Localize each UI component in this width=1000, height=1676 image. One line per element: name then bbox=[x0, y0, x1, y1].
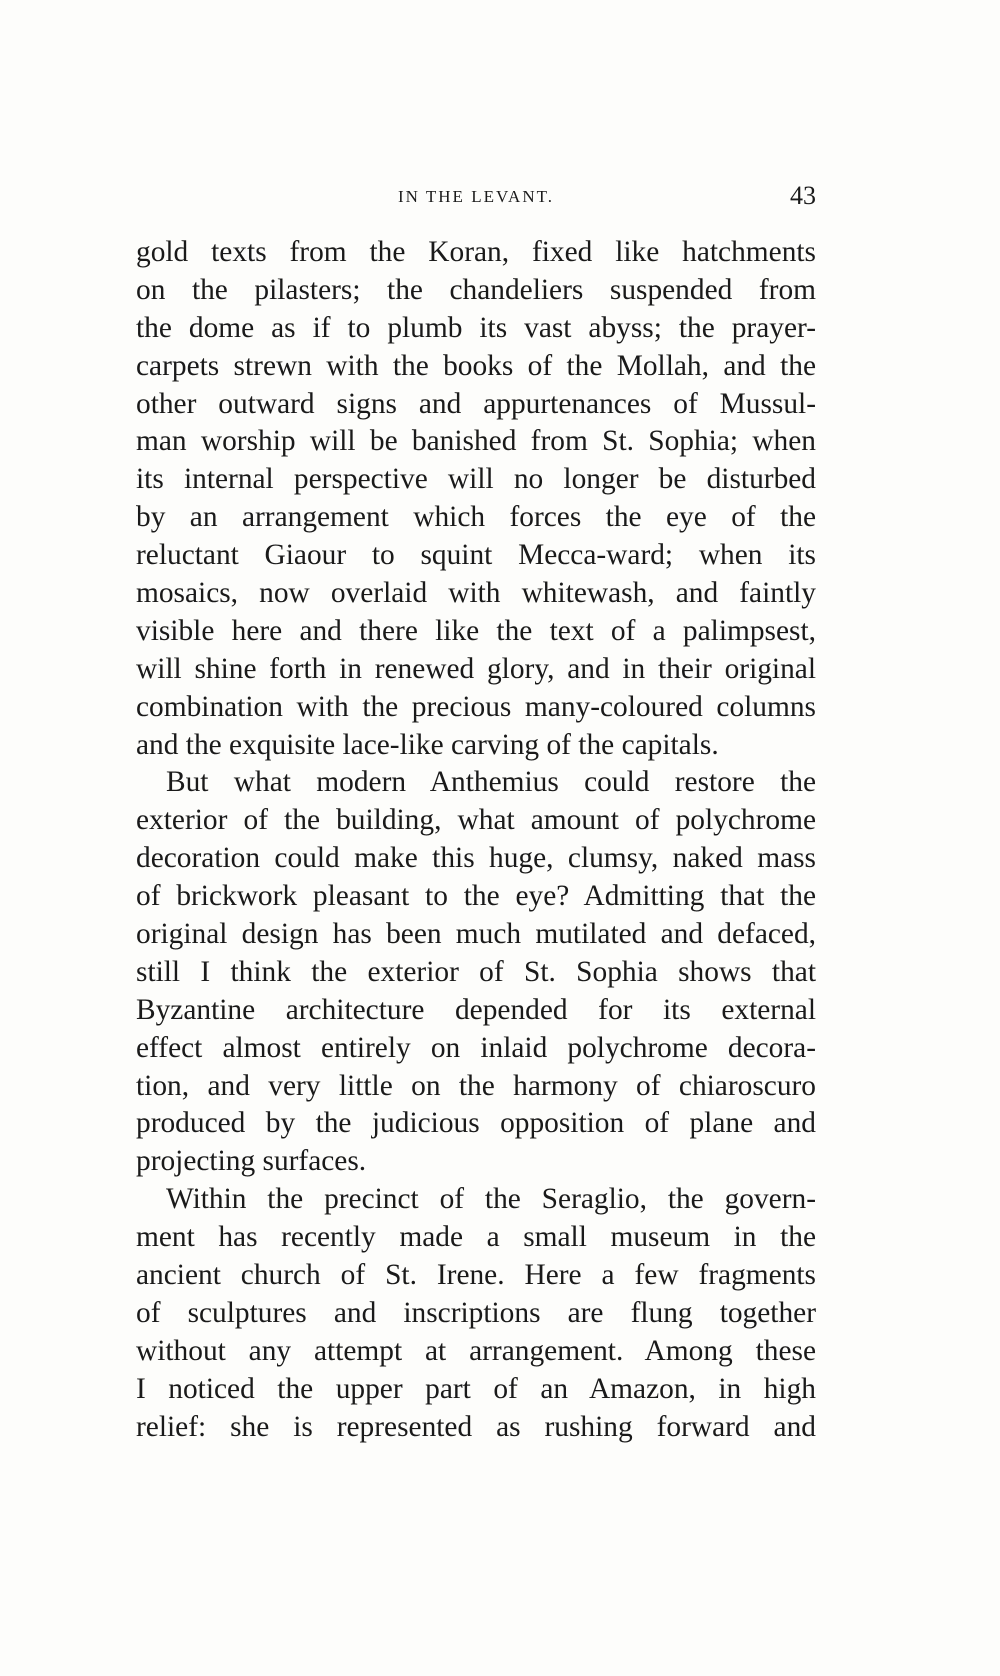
text-line: still I think the exterior of St. Sophia shows that bbox=[136, 955, 816, 988]
text-line: man worship will be banished from St. Sophia; when bbox=[136, 425, 816, 458]
text-line: relief: she is represented as rushing forward and bbox=[136, 1410, 816, 1443]
running-title: IN THE LEVANT. bbox=[398, 187, 554, 206]
text-line: original design has been much mutilated and defaced, bbox=[136, 918, 816, 951]
text-line: other outward signs and appurtenances of Mussul- bbox=[136, 387, 816, 420]
text-line: Within the precinct of the Seraglio, the govern- bbox=[166, 1183, 816, 1216]
text-line: projecting surfaces. bbox=[136, 1145, 367, 1178]
text-line: of sculptures and inscriptions are flung together bbox=[136, 1296, 816, 1329]
paragraph-3 bbox=[136, 1181, 816, 1446]
text-line: reluctant Giaour to squint Mecca-ward; when its bbox=[136, 539, 816, 572]
paragraph-2 bbox=[136, 764, 816, 1181]
text-line: Byzantine architecture depended for its external bbox=[136, 993, 816, 1026]
body-text bbox=[136, 234, 816, 1447]
paragraph-1 bbox=[136, 234, 816, 764]
text-line: ancient church of St. Irene. Here a few fragments bbox=[136, 1259, 816, 1292]
page-number: 43 bbox=[790, 181, 816, 210]
text-line: combination with the precious many-coloured columns bbox=[136, 690, 816, 723]
text-line: gold texts from the Koran, fixed like hatchments bbox=[136, 236, 816, 268]
text-line: tion, and very little on the harmony of chiaroscuro bbox=[136, 1069, 816, 1102]
text-line: and the exquisite lace-like carving of the capitals. bbox=[136, 728, 719, 761]
text-line: ment has recently made a small museum in the bbox=[136, 1221, 816, 1254]
text-line: decoration could make this huge, clumsy, naked mass bbox=[136, 842, 816, 875]
text-line: on the pilasters; the chandeliers suspended from bbox=[136, 273, 816, 306]
text-line: without any attempt at arrangement. Among these bbox=[136, 1334, 816, 1367]
text-line: of brickwork pleasant to the eye? Admitting that the bbox=[136, 880, 816, 913]
text-line: exterior of the building, what amount of polychrome bbox=[136, 804, 816, 837]
running-head bbox=[136, 183, 816, 223]
text-line: carpets strewn with the books of the Mollah, and the bbox=[136, 349, 816, 382]
text-line: visible here and there like the text of a palimpsest, bbox=[136, 614, 816, 647]
text-line: produced by the judicious opposition of plane and bbox=[136, 1107, 816, 1140]
text-line: its internal perspective will no longer be disturbed bbox=[136, 463, 816, 496]
text-line: will shine forth in renewed glory, and in their original bbox=[136, 652, 816, 685]
text-line: the dome as if to plumb its vast abyss; the prayer- bbox=[136, 311, 816, 344]
text-line: by an arrangement which forces the eye of the bbox=[136, 501, 816, 534]
text-line: But what modern Anthemius could restore the bbox=[166, 766, 816, 799]
text-line: mosaics, now overlaid with whitewash, and faintly bbox=[136, 577, 816, 610]
text-line: I noticed the upper part of an Amazon, in high bbox=[136, 1372, 816, 1405]
text-line: effect almost entirely on inlaid polychrome decora- bbox=[136, 1031, 816, 1064]
